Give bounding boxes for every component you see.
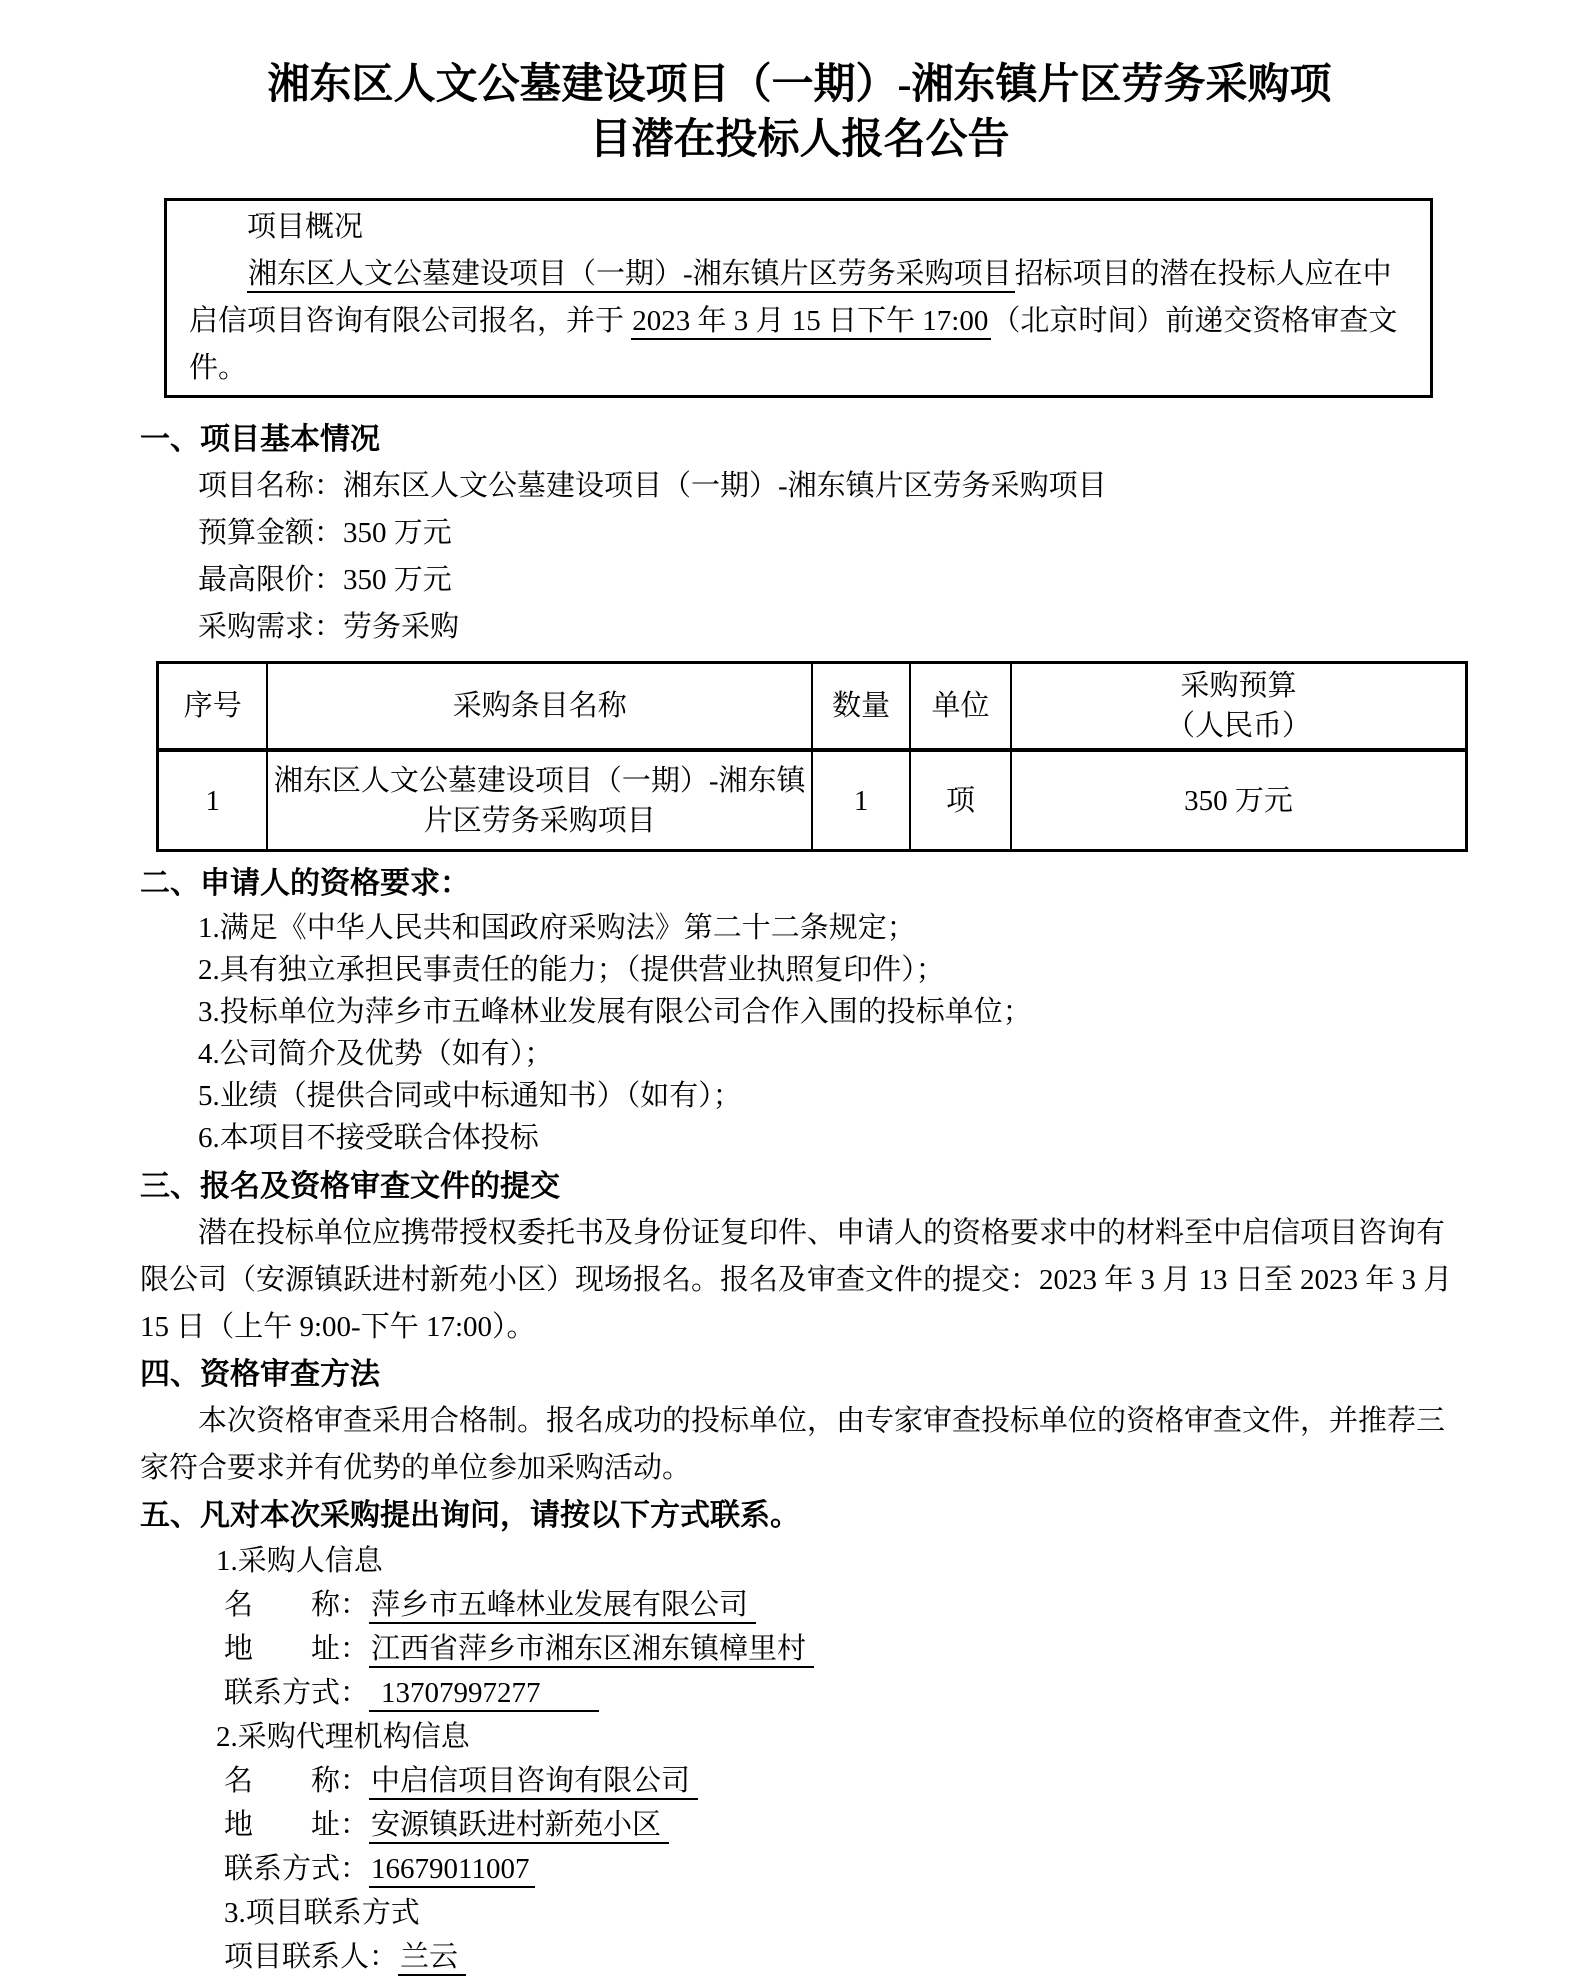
overview-text-end: （北京时间）前递交资格审查文件。 [189, 305, 1398, 384]
agency-name-value: 中启信项目咨询有限公司 [369, 1765, 698, 1800]
max-price-line: 最高限价：350 万元 [198, 564, 452, 596]
purchaser-info-heading: 1.采购人信息 [216, 1545, 383, 1577]
overview-paragraph [189, 251, 1408, 392]
table-header-row [158, 663, 1467, 751]
review-paragraph: 本次资格审查采用合格制。报名成功的投标单位，由专家审查投标单位的资格审查文件，并推荐三家符合要求并有优势的单位参加采购活动。 [140, 1405, 1446, 1484]
section-4 [140, 1351, 1459, 1492]
section-3 [140, 1163, 1459, 1351]
purchaser-name-value: 萍乡市五峰林业发展有限公司 [369, 1589, 756, 1624]
page-title [140, 58, 1459, 168]
col-header-qty: 数量 [812, 663, 910, 751]
section-1-heading: 一、项目基本情况 [140, 423, 380, 456]
submission-paragraph: 潜在投标单位应携带授权委托书及身份证复印件、申请人的资格要求中的材料至中启信项目咨询有限公司（安源镇跃进村新苑小区）现场报名。报名及审查文件的提交：2023 年 3 月 13 日至 2023 年 3 月 15 日（上午 9:00-下午 17:00）。 [140, 1217, 1453, 1343]
col-header-unit: 单位 [910, 663, 1011, 751]
project-name-line: 项目名称：湘东区人文公墓建设项目（一期）-湘东镇片区劳务采购项目 [198, 470, 1107, 502]
agency-phone-label: 联系方式： [224, 1853, 370, 1885]
purchaser-address-value: 江西省萍乡市湘东区湘东镇樟里村 [369, 1633, 814, 1668]
agency-address-line [140, 1803, 1459, 1847]
overview-project-name-underlined: 湘东区人文公墓建设项目（一期）-湘东镇片区劳务采购项目 [247, 258, 1015, 293]
purchaser-name-label: 名 称： [224, 1589, 370, 1621]
project-overview-box [164, 198, 1433, 398]
project-contact-line [140, 1935, 1459, 1979]
table-row [158, 750, 1467, 851]
cell-budget: 350 万元 [1011, 750, 1467, 851]
project-contact-name: 兰云 [398, 1941, 466, 1976]
cell-item-name: 湘东区人文公墓建设项目（一期）-湘东镇片区劳务采购项目 [267, 750, 812, 851]
section-2-heading: 二、申请人的资格要求： [140, 867, 470, 900]
purchaser-address-line [140, 1627, 1459, 1671]
section-5 [140, 1492, 1459, 1979]
col-header-budget [1011, 663, 1467, 751]
procurement-items-table [156, 661, 1468, 852]
requirement-item-4: 4.公司简介及优势（如有）； [198, 1038, 554, 1070]
overview-deadline-underlined: 2023 年 3 月 15 日下午 17:00 [631, 305, 991, 340]
project-contact-label: 项目联系人： [224, 1941, 399, 1973]
section-2 [140, 860, 1459, 1159]
purchaser-phone-line [140, 1671, 1459, 1715]
budget-amount-line: 预算金额：350 万元 [198, 517, 452, 549]
agency-address-label: 地 址： [224, 1809, 370, 1841]
purchaser-phone-value: 13707997277 [369, 1677, 599, 1712]
cell-no: 1 [158, 750, 268, 851]
section-3-heading: 三、报名及资格审查文件的提交 [140, 1170, 560, 1203]
agency-name-line [140, 1759, 1459, 1803]
requirement-item-5: 5.业绩（提供合同或中标通知书）（如有）； [198, 1080, 742, 1112]
overview-heading: 项目概况 [247, 211, 364, 243]
section-5-heading: 五、凡对本次采购提出询问，请按以下方式联系。 [140, 1499, 800, 1532]
overview-text-mid: 招标项目的潜在投标人应在中启信项目咨询有限公司报名，并于 [189, 258, 1392, 337]
agency-phone-value: 16679011007 [369, 1853, 535, 1888]
requirement-item-1: 1.满足《中华人民共和国政府采购法》第二十二条规定； [198, 912, 916, 944]
section-4-heading: 四、资格审查方法 [140, 1358, 380, 1391]
agency-info-heading: 2.采购代理机构信息 [216, 1721, 470, 1753]
project-contact-heading: 3.项目联系方式 [224, 1897, 420, 1929]
requirement-item-3: 3.投标单位为萍乡市五峰林业发展有限公司合作入围的投标单位； [198, 996, 1032, 1028]
requirement-item-6: 6.本项目不接受联合体投标 [198, 1122, 539, 1154]
purchaser-address-label: 地 址： [224, 1633, 370, 1665]
purchaser-name-line [140, 1583, 1459, 1627]
col-header-item-name: 采购条目名称 [267, 663, 812, 751]
cell-unit: 项 [910, 750, 1011, 851]
col-header-budget-line-1: 采购预算 [1180, 670, 1297, 702]
agency-name-label: 名 称： [224, 1765, 370, 1797]
requirement-item-2: 2.具有独立承担民事责任的能力；（提供营业执照复印件）； [198, 954, 945, 986]
agency-phone-line [140, 1847, 1459, 1891]
col-header-budget-line-2: （人民币） [1165, 710, 1311, 742]
page-title-line-2: 目潜在投标人报名公告 [589, 117, 1010, 163]
purchaser-phone-label: 联系方式： [224, 1677, 370, 1709]
col-header-no: 序号 [158, 663, 268, 751]
agency-address-value: 安源镇跃进村新苑小区 [369, 1809, 669, 1844]
cell-qty: 1 [812, 750, 910, 851]
procurement-demand-line: 采购需求：劳务采购 [198, 611, 460, 643]
page-title-line-1: 湘东区人文公墓建设项目（一期）-湘东镇片区劳务采购项 [267, 62, 1332, 108]
